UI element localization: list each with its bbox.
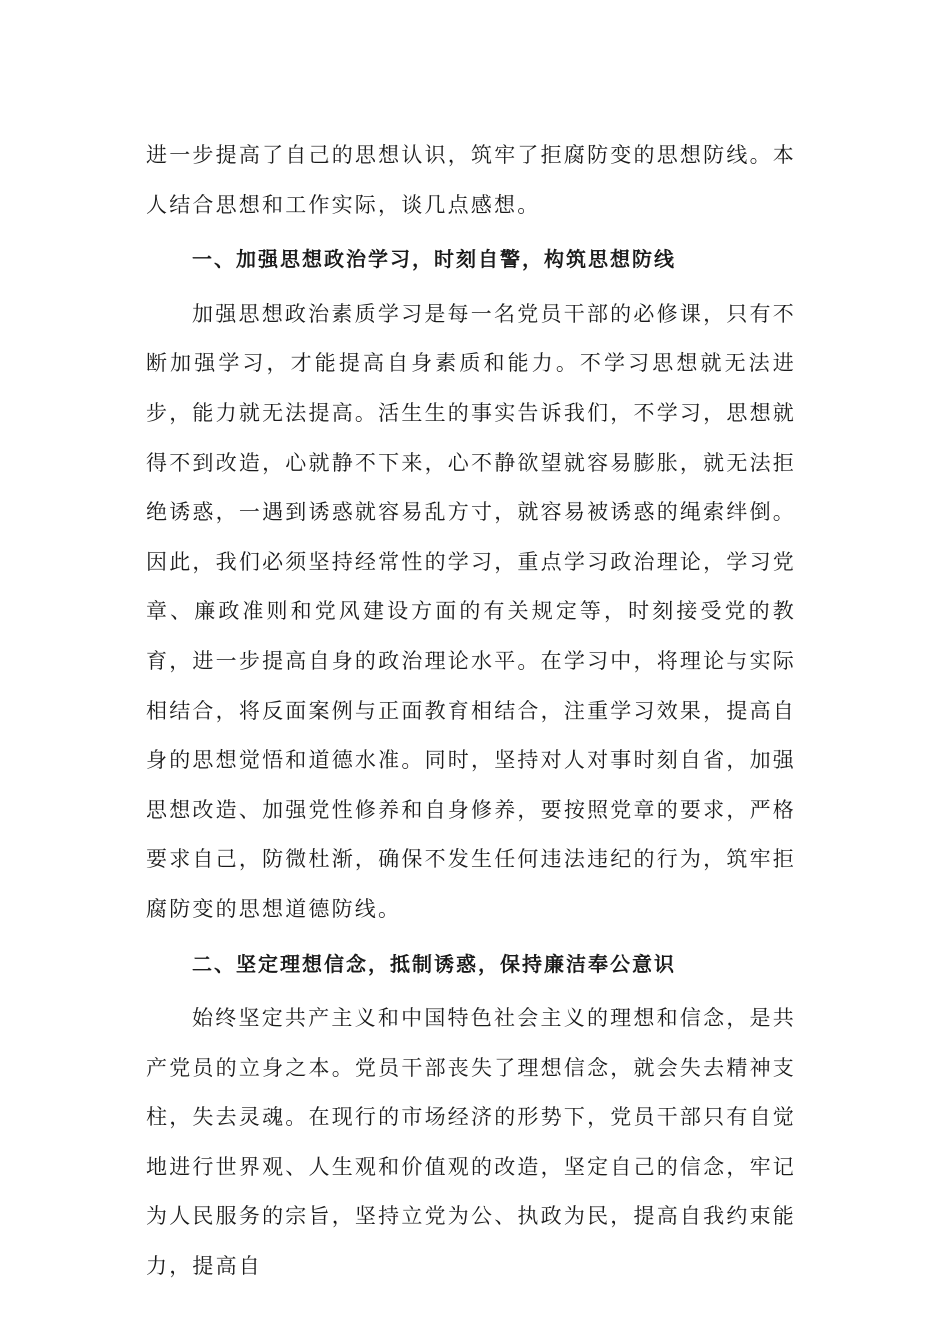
document-body	[146, 131, 796, 1292]
intro-paragraph: 进一步提高了自己的思想认识，筑牢了拒腐防变的思想防线。本人结合思想和工作实际，谈几点感想。	[146, 143, 796, 217]
section-1-paragraph: 加强思想政治素质学习是每一名党员干部的必修课，只有不断加强学习，才能提高自身素质和能力。不学习思想就无法进步，能力就无法提高。活生生的事实告诉我们，不学习，思想就得不到改造，心就静不下来，心不静欲望就容易膨胀，就无法拒绝诱惑，一遇到诱惑就容易乱方寸，就容易被诱惑的绳索绊倒。因此，我们必须坚持经常性的学习，重点学习政治理论，学习党章、廉政准则和党风建设方面的有关规定等，时刻接受党的教育，进一步提高自身的政治理论水平。在学习中，将理论与实际相结合，将反面案例与正面教育相结合，注重学习效果，提高自身的思想觉悟和道德水准。同时，坚持对人对事时刻自省，加强思想改造、加强党性修养和自身修养，要按照党章的要求，严格要求自己，防微杜渐，确保不发生任何违法违纪的行为，筑牢拒腐防变的思想道德防线。	[146, 301, 796, 921]
section-1-heading: 一、加强思想政治学习，时刻自警，构筑思想防线	[192, 247, 676, 272]
section-2-paragraph: 始终坚定共产主义和中国特色社会主义的理想和信念，是共产党员的立身之本。党员干部丧失了理想信念，就会失去精神支柱，失去灵魂。在现行的市场经济的形势下，党员干部只有自觉地进行世界观、人生观和价值观的改造，坚定自己的信念，牢记为人民服务的宗旨，坚持立党为公、执政为民，提高自我约束能力，提高自	[146, 1006, 796, 1279]
section-2-heading: 二、坚定理想信念，抵制诱惑，保持廉洁奉公意识	[192, 951, 676, 976]
